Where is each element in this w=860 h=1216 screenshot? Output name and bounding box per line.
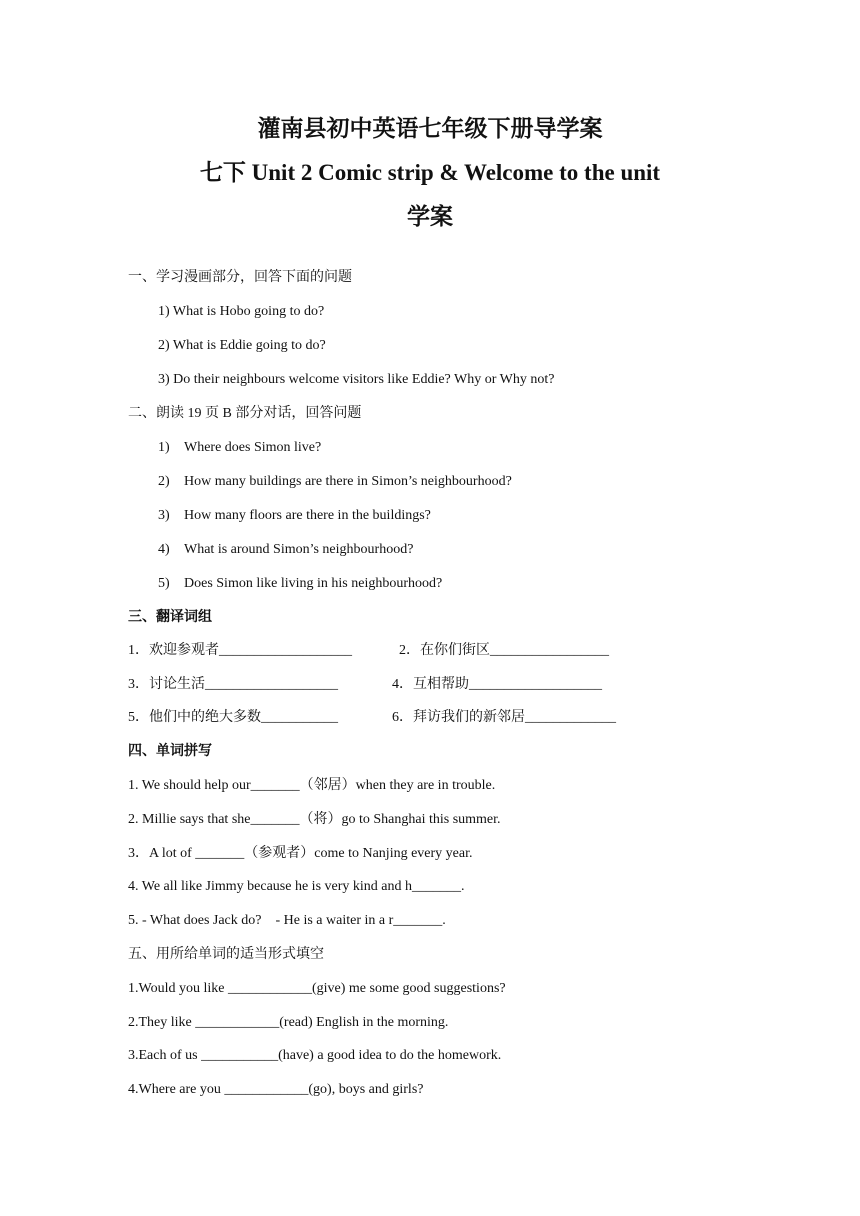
question-number: 1) xyxy=(158,440,170,455)
spelling-item: 5. - What does Jack do? - He is a waiter in a r_______. xyxy=(128,913,446,928)
section2-question: How many buildings are there in Simon’s neighbourhood? xyxy=(184,474,512,489)
fill-blank-item: 2.They like ____________(read) English in the morning. xyxy=(128,1015,449,1030)
section3-heading: 三、翻译词组 xyxy=(128,610,212,625)
question-number: 5) xyxy=(158,576,170,591)
section1-heading: 一、学习漫画部分，回答下面的问题 xyxy=(128,270,352,285)
section1-question: 1) What is Hobo going to do? xyxy=(158,304,325,319)
section2-question: What is around Simon’s neighbourhood? xyxy=(184,542,414,557)
phrase-item: 5．他们中的绝大多数___________ xyxy=(128,710,338,725)
section2-question: Does Simon like living in his neighbourhood? xyxy=(184,576,443,591)
phrase-item: 3．讨论生活___________________ xyxy=(128,677,338,692)
question-number: 2) xyxy=(158,474,170,489)
phrase-item: 2．在你们街区_________________ xyxy=(399,643,609,658)
unit-title: 七下 Unit 2 Comic strip & Welcome to the unit xyxy=(199,160,661,185)
spelling-item: 1. We should help our_______（邻居）when they are in trouble. xyxy=(128,778,496,793)
spelling-item: 2. Millie says that she_______（将）go to Shanghai this summer. xyxy=(128,812,501,827)
section1-question: 3) Do their neighbours welcome visitors like Eddie? Why or Why not? xyxy=(158,372,555,387)
spelling-item: 4. We all like Jimmy because he is very kind and h_______. xyxy=(128,879,465,894)
section2-question: How many floors are there in the buildings? xyxy=(184,508,431,523)
fill-blank-item: 4.Where are you ____________(go), boys and girls? xyxy=(128,1082,424,1097)
spelling-item: 3．A lot of _______（参观者）come to Nanjing every year. xyxy=(128,846,473,861)
document-title: 灌南县初中英语七年级下册导学案 xyxy=(257,116,603,141)
question-number: 3) xyxy=(158,508,170,523)
question-number: 4) xyxy=(158,542,170,557)
section2-heading: 二、朗读 19 页 B 部分对话，回答问题 xyxy=(128,406,362,421)
subtitle: 学案 xyxy=(407,204,453,229)
phrase-item: 6．拜访我们的新邻居_____________ xyxy=(392,710,616,725)
phrase-item: 4．互相帮助___________________ xyxy=(392,677,602,692)
phrase-item: 1．欢迎参观者___________________ xyxy=(128,643,352,658)
fill-blank-item: 3.Each of us ___________(have) a good idea to do the homework. xyxy=(128,1048,502,1063)
fill-blank-item: 1.Would you like ____________(give) me some good suggestions? xyxy=(128,981,506,996)
section2-question: Where does Simon live? xyxy=(184,440,322,455)
section1-question: 2) What is Eddie going to do? xyxy=(158,338,326,353)
section5-heading: 五、用所给单词的适当形式填空 xyxy=(128,947,324,962)
section4-heading: 四、单词拼写 xyxy=(128,744,212,759)
